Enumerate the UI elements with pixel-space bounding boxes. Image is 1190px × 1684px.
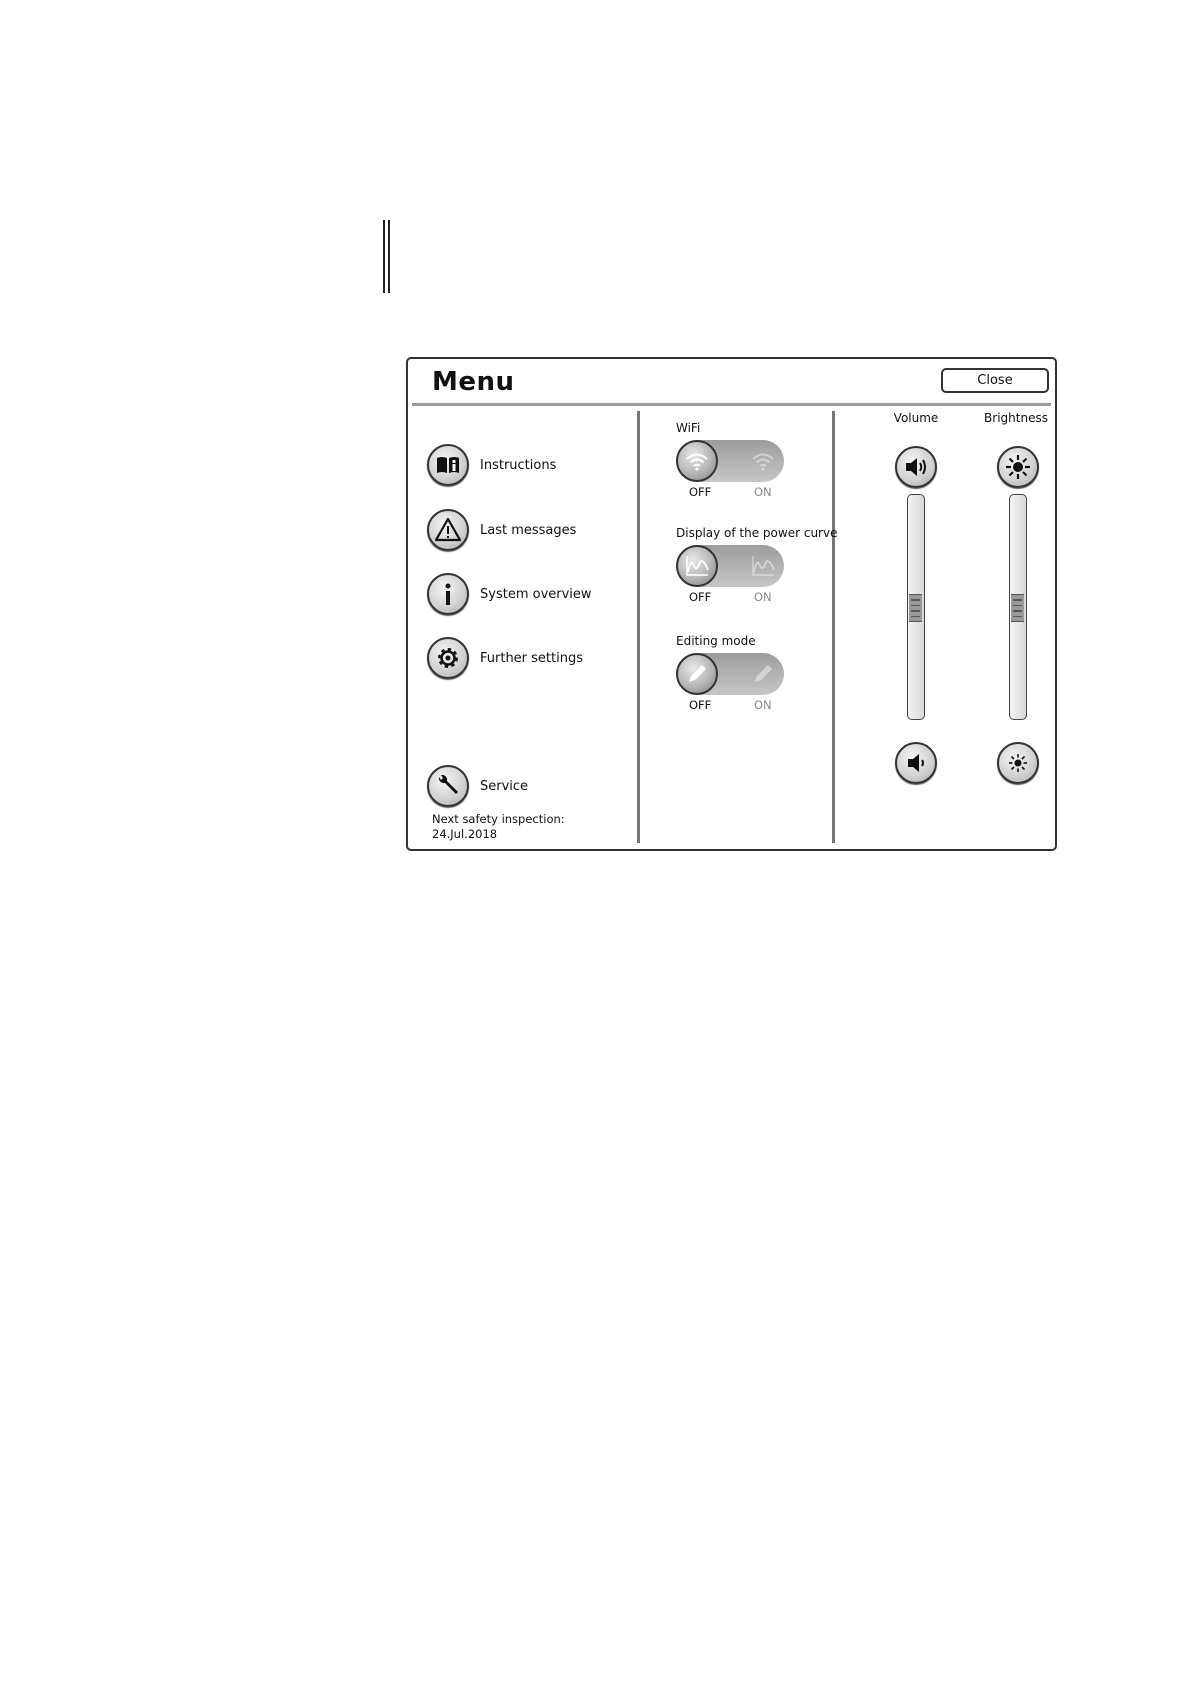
pencil-on-icon <box>742 653 784 695</box>
close-button[interactable]: Close <box>941 368 1049 393</box>
power-curve-toggle-label: Display of the power curve <box>676 526 838 540</box>
column-divider-left <box>637 411 640 843</box>
power-curve-on-label: ON <box>754 590 772 604</box>
volume-slider[interactable] <box>907 494 925 720</box>
wifi-on-label: ON <box>754 485 772 499</box>
power-curve-toggle[interactable] <box>676 545 784 587</box>
page-title: Menu <box>432 367 515 397</box>
brightness-slider-handle[interactable] <box>1011 594 1024 622</box>
book-info-icon <box>427 444 469 486</box>
menu-item-last-messages[interactable] <box>427 509 576 551</box>
speaker-loud-icon[interactable] <box>895 446 937 488</box>
brightness-slider[interactable] <box>1009 494 1027 720</box>
volume-label: Volume <box>893 411 939 425</box>
editing-mode-off-label: OFF <box>689 698 712 712</box>
change-bar <box>383 220 390 293</box>
menu-item-instructions[interactable] <box>427 444 556 486</box>
brightness-label: Brightness <box>984 411 1048 425</box>
menu-item-further-settings[interactable] <box>427 637 583 679</box>
menu-item-label: System overview <box>480 586 592 602</box>
volume-slider-handle[interactable] <box>909 594 922 622</box>
safety-inspection-date: 24.Jul.2018 <box>432 827 498 841</box>
info-icon <box>427 573 469 615</box>
editing-mode-on-label: ON <box>754 698 772 712</box>
menu-item-label: Instructions <box>480 457 557 473</box>
warning-icon <box>427 509 469 551</box>
wifi-icon <box>676 440 718 482</box>
speaker-quiet-icon[interactable] <box>895 742 937 784</box>
wifi-toggle[interactable] <box>676 440 784 482</box>
gear-icon <box>427 637 469 679</box>
menu-panel <box>406 357 1057 851</box>
safety-inspection-label: Next safety inspection: <box>432 812 565 826</box>
sun-dim-icon[interactable] <box>997 742 1039 784</box>
curve-icon <box>676 545 718 587</box>
pencil-icon <box>676 653 718 695</box>
header-divider <box>412 403 1051 406</box>
menu-item-system-overview[interactable] <box>427 573 592 615</box>
wifi-on-icon <box>742 440 784 482</box>
column-divider-right <box>832 411 835 843</box>
editing-mode-toggle[interactable] <box>676 653 784 695</box>
editing-mode-toggle-label: Editing mode <box>676 634 756 648</box>
menu-item-service[interactable] <box>427 765 528 807</box>
menu-item-label: Further settings <box>480 650 584 666</box>
wrench-icon <box>427 765 469 807</box>
sun-bright-icon[interactable] <box>997 446 1039 488</box>
menu-item-label: Service <box>480 778 529 794</box>
wifi-off-label: OFF <box>689 485 712 499</box>
wifi-toggle-label: WiFi <box>676 421 701 435</box>
menu-item-label: Last messages <box>480 522 577 538</box>
power-curve-off-label: OFF <box>689 590 712 604</box>
curve-on-icon <box>742 545 784 587</box>
safety-inspection-note <box>432 812 565 842</box>
